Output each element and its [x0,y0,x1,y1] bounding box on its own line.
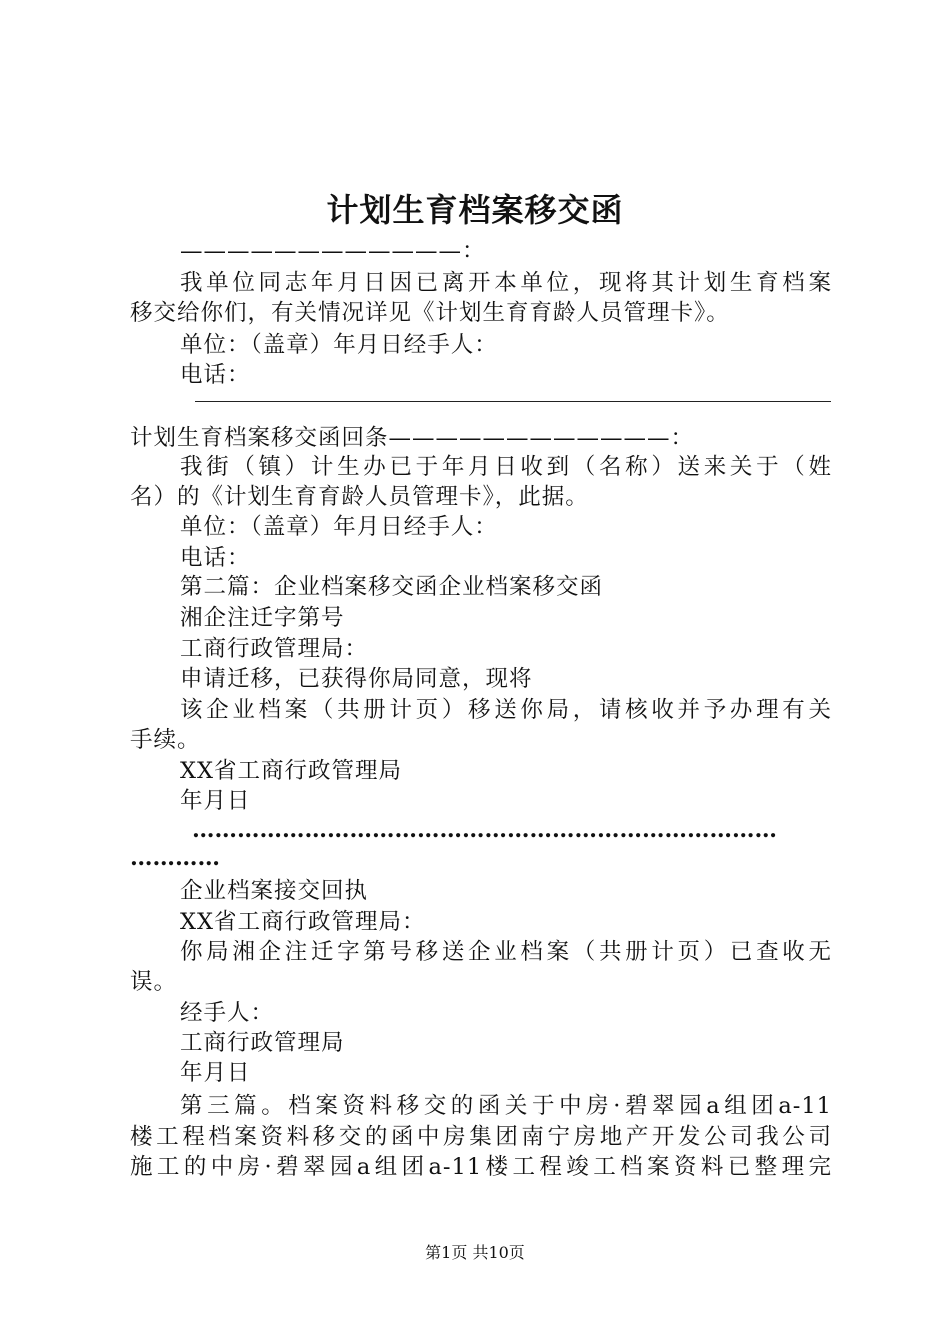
phone-line: 电话： [180,362,251,388]
section-heading-line: 第二篇：企业档案移交函企业档案移交函 [180,574,604,600]
body-paragraph-line: 该企业档案（共册计页）移送你局，请核收并予办理有关 [180,697,832,723]
receipt-paragraph-line: 名）的《计划生育育龄人员管理卡》，此据。 [130,484,589,510]
body-paragraph-line: 我单位同志年月日因已离开本单位，现将其计划生育档案 [180,270,832,296]
body-paragraph-line: 你局湘企注迁字第号移送企业档案（共册计页）已查收无 [180,939,832,965]
addressee-blank-line: ————————————： [180,238,486,264]
body-paragraph-line: 施工的中房·碧翠园a组团a-11楼工程竣工档案资料已整理完 [130,1154,832,1180]
unit-signature-line: 单位：（盖章）年月日经手人： [180,514,498,540]
addressee-line: 工商行政管理局： [180,636,369,662]
dotted-cut-line: ………… [130,845,220,871]
receipt-paragraph-line: 我街（镇）计生办已于年月日收到（名称）送来关于（姓 [180,454,832,480]
body-paragraph-line: 移交给你们，有关情况详见《计划生育育龄人员管理卡》。 [130,300,730,326]
issuer-line: XX省工商行政管理局 [180,758,403,784]
body-paragraph-line: 楼工程档案资料移交的函中房集团南宁房地产开发公司我公司 [130,1124,832,1150]
issuer-line: 工商行政管理局 [180,1030,345,1056]
separator-rule [195,401,831,402]
date-line: 年月日 [180,1060,251,1086]
unit-signature-line: 单位：（盖章）年月日经手人： [180,332,498,358]
dotted-cut-line: …………………………………………………………………… [192,817,777,843]
phone-line: 电话： [180,545,251,571]
receipt-heading-line: 计划生育档案移交函回条————————————： [130,425,695,451]
addressee-line: XX省工商行政管理局： [180,909,426,935]
receipt-title-line: 企业档案接交回执 [180,878,369,904]
date-line: 年月日 [180,788,251,814]
body-paragraph-line: 误。 [130,969,178,995]
page-indicator: 第1页 共10页 [425,1243,525,1262]
document-title: 计划生育档案移交函 [326,191,624,229]
body-paragraph-line: 申请迁移，已获得你局同意，现将 [180,666,533,692]
handler-line: 经手人： [180,1000,275,1026]
document-number-line: 湘企注迁字第号 [180,605,345,631]
section-heading-line: 第三篇。档案资料移交的函关于中房·碧翠园a组团a-11 [180,1093,832,1119]
body-paragraph-line: 手续。 [130,727,201,753]
